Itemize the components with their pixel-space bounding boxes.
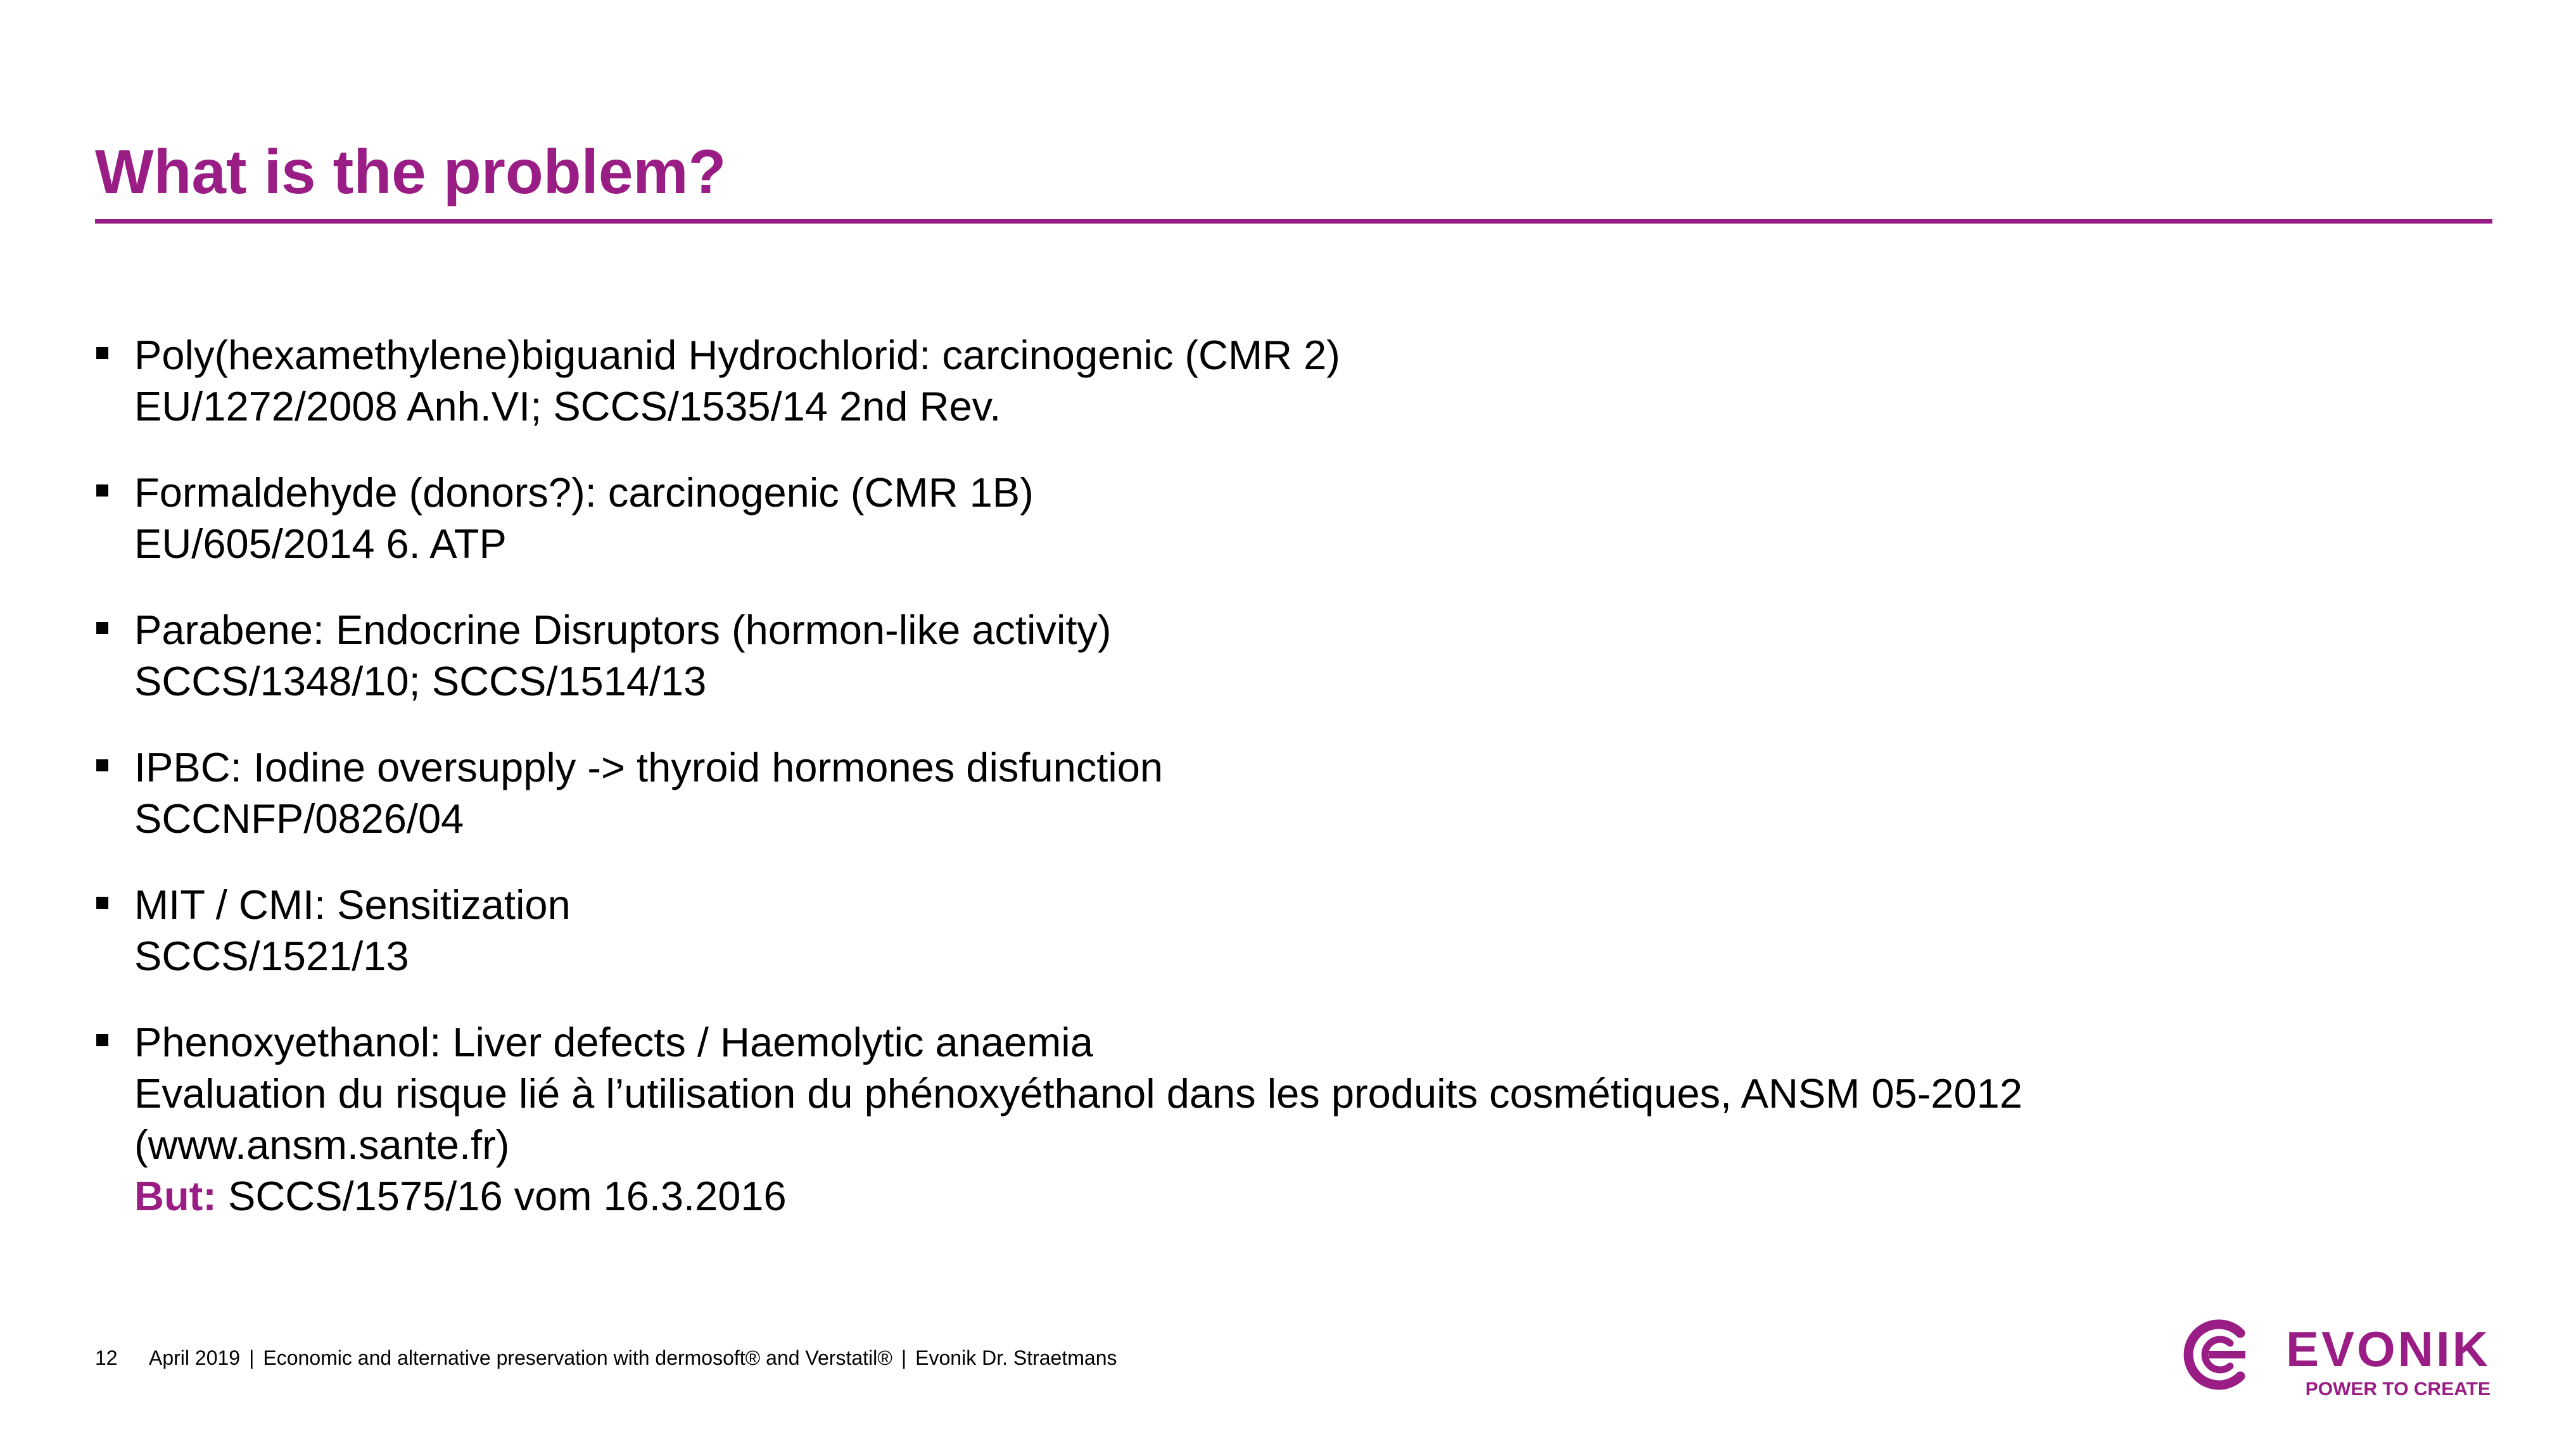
bullet-heading: IPBC: Iodine oversupply -> thyroid hormones disfunction — [134, 744, 1164, 790]
bullet-item — [95, 329, 2439, 432]
bullet-square-icon — [96, 484, 108, 497]
bullet-reference: SCCS/1348/10; SCCS/1514/13 — [134, 658, 707, 704]
footer-date: April 2019 — [149, 1346, 241, 1369]
page-number: 12 — [95, 1346, 118, 1369]
bullet-reference: EU/1272/2008 Anh.VI; SCCS/1535/14 2nd Rev. — [134, 383, 1001, 429]
bullet-heading: MIT / CMI: Sensitization — [134, 882, 571, 928]
bullet-square-icon — [96, 622, 108, 634]
footer-separator: | — [249, 1346, 255, 1369]
bullet-item — [95, 604, 2439, 707]
slide-footer — [95, 1346, 1117, 1370]
bullet-square-icon — [96, 897, 108, 909]
bullet-reference: EU/605/2014 6. ATP — [134, 521, 507, 567]
bullet-item — [95, 467, 2439, 569]
bullet-heading: Parabene: Endocrine Disruptors (hormon-like activity) — [134, 607, 1112, 653]
bullet-heading: Poly(hexamethylene)biguanid Hydrochlorid: carcinogenic (CMR 2) — [134, 332, 1340, 378]
bullet-square-icon — [96, 759, 108, 771]
bullet-item — [95, 1016, 2439, 1222]
bullet-square-icon — [96, 347, 108, 359]
but-reference: SCCS/1575/16 vom 16.3.2016 — [216, 1173, 787, 1219]
logo-wordmark: EVONIK — [2285, 1321, 2490, 1377]
bullet-heading: Phenoxyethanol: Liver defects / Haemolytic anaemia — [134, 1019, 1093, 1065]
bullet-but-line — [134, 1170, 2439, 1222]
bullet-heading: Formaldehyde (donors?): carcinogenic (CMR 1B) — [134, 469, 1034, 516]
footer-author: Evonik Dr. Straetmans — [915, 1346, 1117, 1369]
title-underline — [95, 219, 2492, 224]
bullet-square-icon — [96, 1034, 108, 1046]
evonik-logo — [2176, 1314, 2492, 1403]
bullet-reference: SCCNFP/0826/04 — [134, 795, 464, 842]
bullet-list — [95, 329, 2439, 1222]
logo-tagline: POWER TO CREATE — [2305, 1379, 2490, 1400]
footer-separator: | — [901, 1346, 907, 1369]
footer-topic: Economic and alternative preservation with dermosoft® and Verstatil® — [263, 1346, 892, 1369]
bullet-item — [95, 879, 2439, 982]
evonik-emblem-icon — [2188, 1324, 2245, 1385]
bullet-reference-url: (www.ansm.sante.fr) — [134, 1122, 510, 1168]
but-label: But: — [134, 1173, 217, 1219]
slide-title: What is the problem? — [95, 137, 726, 206]
bullet-reference: SCCS/1521/13 — [134, 933, 409, 979]
bullet-reference: Evaluation du risque lié à l’utilisation du phénoxyéthanol dans les produits cosmétiques, ANSM 05-2012 — [134, 1070, 2022, 1117]
bullet-item — [95, 742, 2439, 844]
